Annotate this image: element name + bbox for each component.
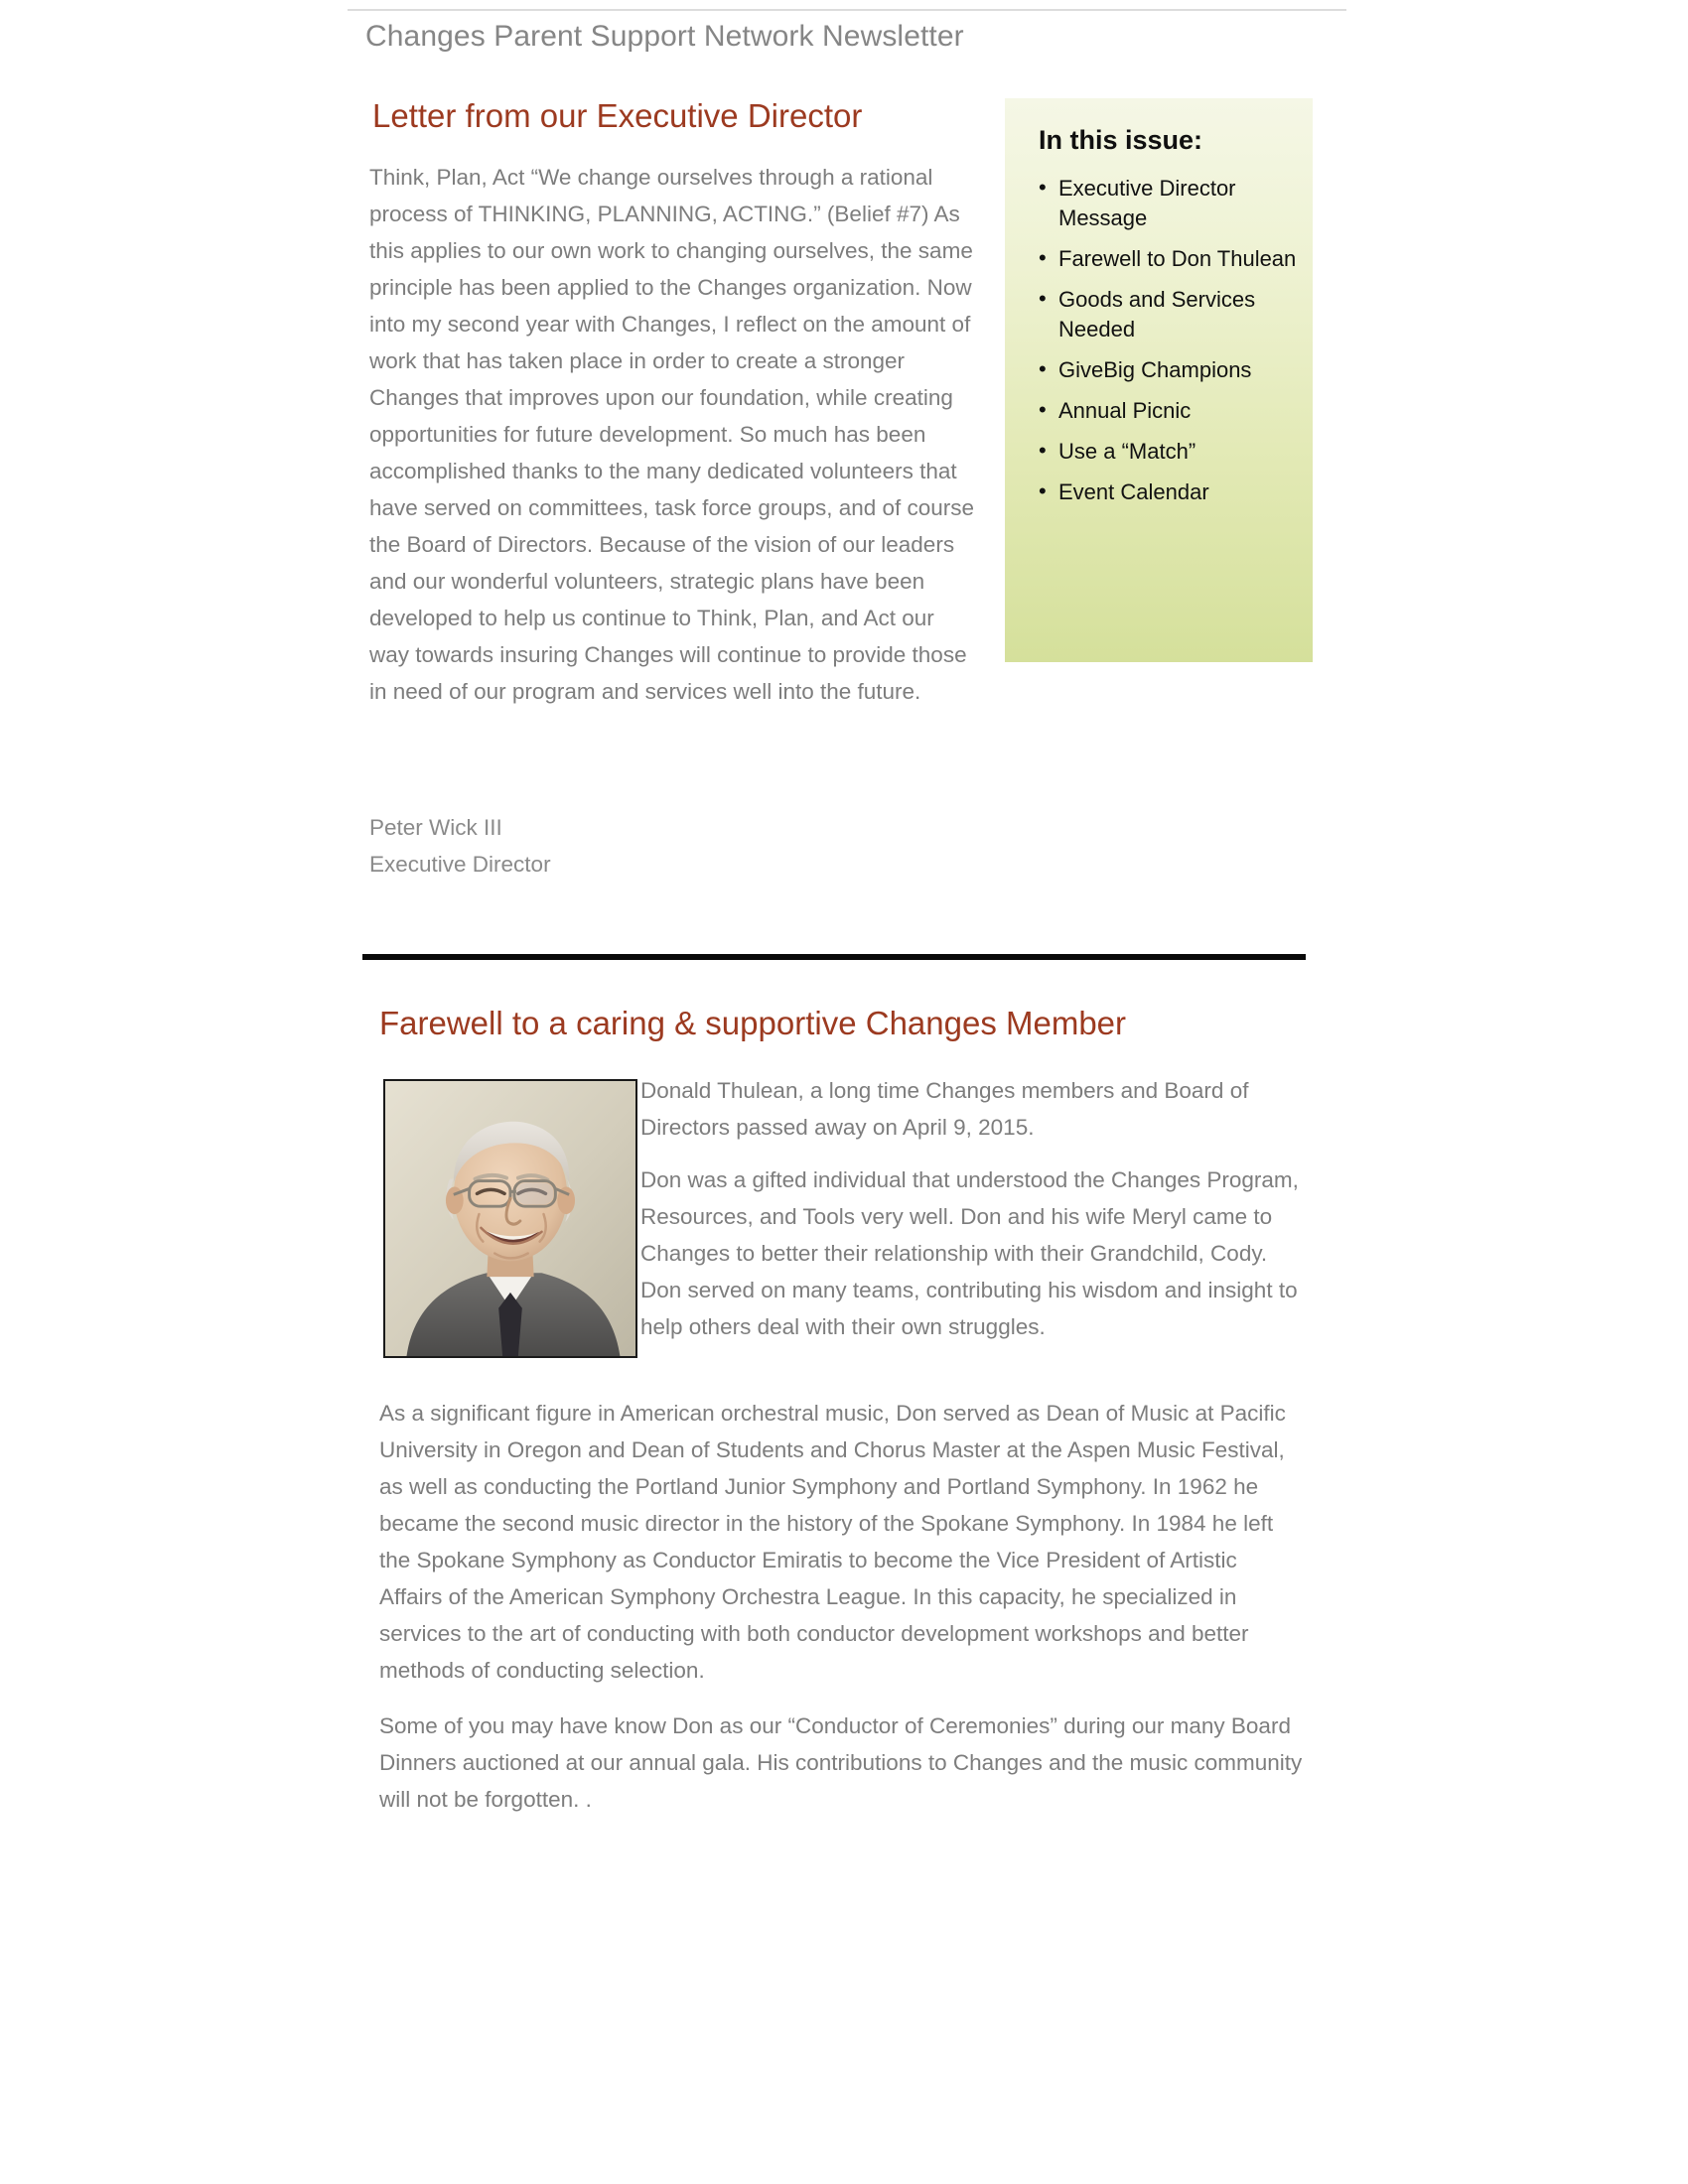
signature-role: Executive Director: [369, 852, 551, 877]
list-item[interactable]: • Executive Director Message: [1035, 174, 1305, 233]
newsletter-masthead-title: Changes Parent Support Network Newsletter: [365, 20, 964, 53]
in-this-issue-title: In this issue:: [1039, 125, 1203, 155]
farewell-paragraph-3: As a significant figure in American orchestral music, Don served as Dean of Music at Pacific University in Oregon and Dean of Students and Chorus Master at the Aspen Music Festival, as well as conducting the Portland Junior Symphony and Portland Symphony. In 1962 he became the second music director in the history of the Spokane Symphony. In 1984 he left the Spokane Symphony as Conductor Emiratis to become the Vice President of Artistic Affairs of the American Symphony Orchestra League. In this capacity, he specialized in services to the art of conducting with both conductor development workshops and better methods of conducting selection.: [379, 1401, 1286, 1683]
farewell-paragraph-4: Some of you may have know Don as our “Conductor of Ceremonies” during our many Board Dinners auctioned at our annual gala. His contributions to Changes and the music community will not be forgotten. .: [379, 1713, 1303, 1812]
executive-letter-text: Think, Plan, Act “We change ourselves through a rational process of THINKING, PLANNING, ACTING.” (Belief #7) As this applies to our own work to changing ourselves, the same principle has been applied to the Changes organization. Now into my second year with Changes, I reflect on the amount of work that has taken place in order to create a stronger Changes that improves upon our foundation, while creating opportunities for future development. So much has been accomplished thanks to the many dedicated volunteers that have served on committees, task force groups, and of course the Board of Directors. Because of the vision of our leaders and our wonderful volunteers, strategic plans have been developed to help us continue to Think, Plan, and Act our way towards insuring Changes will continue to provide those in need of our program and services well into the future.: [369, 165, 975, 704]
list-item[interactable]: • Annual Picnic: [1035, 396, 1305, 426]
text-wrap-spacer: [975, 159, 1293, 675]
executive-letter-body: [369, 159, 1293, 710]
list-item[interactable]: • Use a “Match”: [1035, 437, 1305, 467]
portrait-photo-donald-thulean: [383, 1079, 637, 1358]
top-divider-rule: [348, 9, 1346, 11]
farewell-body-text: [379, 1395, 1303, 1837]
section-divider-rule: [362, 954, 1306, 960]
farewell-paragraph-1: Donald Thulean, a long time Changes members and Board of Directors passed away on April 9, 2015.: [640, 1078, 1249, 1140]
signature-name: Peter Wick III: [369, 815, 502, 840]
farewell-intro-text: [640, 1072, 1311, 1361]
list-item[interactable]: • Event Calendar: [1035, 478, 1305, 507]
list-item[interactable]: • Farewell to Don Thulean: [1035, 244, 1305, 274]
executive-letter-signature: [369, 809, 551, 883]
section-heading-executive-letter: Letter from our Executive Director: [372, 97, 863, 134]
list-item[interactable]: • Goods and Services Needed: [1035, 285, 1305, 344]
farewell-paragraph-2: Don was a gifted individual that understood the Changes Program, Resources, and Tools very well. Don and his wife Meryl came to Changes to better their relationship with their Grandchild, Cody. Don served on many teams, contributing his wisdom and insight to help others deal with their own struggles.: [640, 1167, 1299, 1339]
list-item[interactable]: • GiveBig Champions: [1035, 355, 1305, 385]
section-heading-farewell: Farewell to a caring & supportive Changes Member: [379, 1005, 1127, 1041]
